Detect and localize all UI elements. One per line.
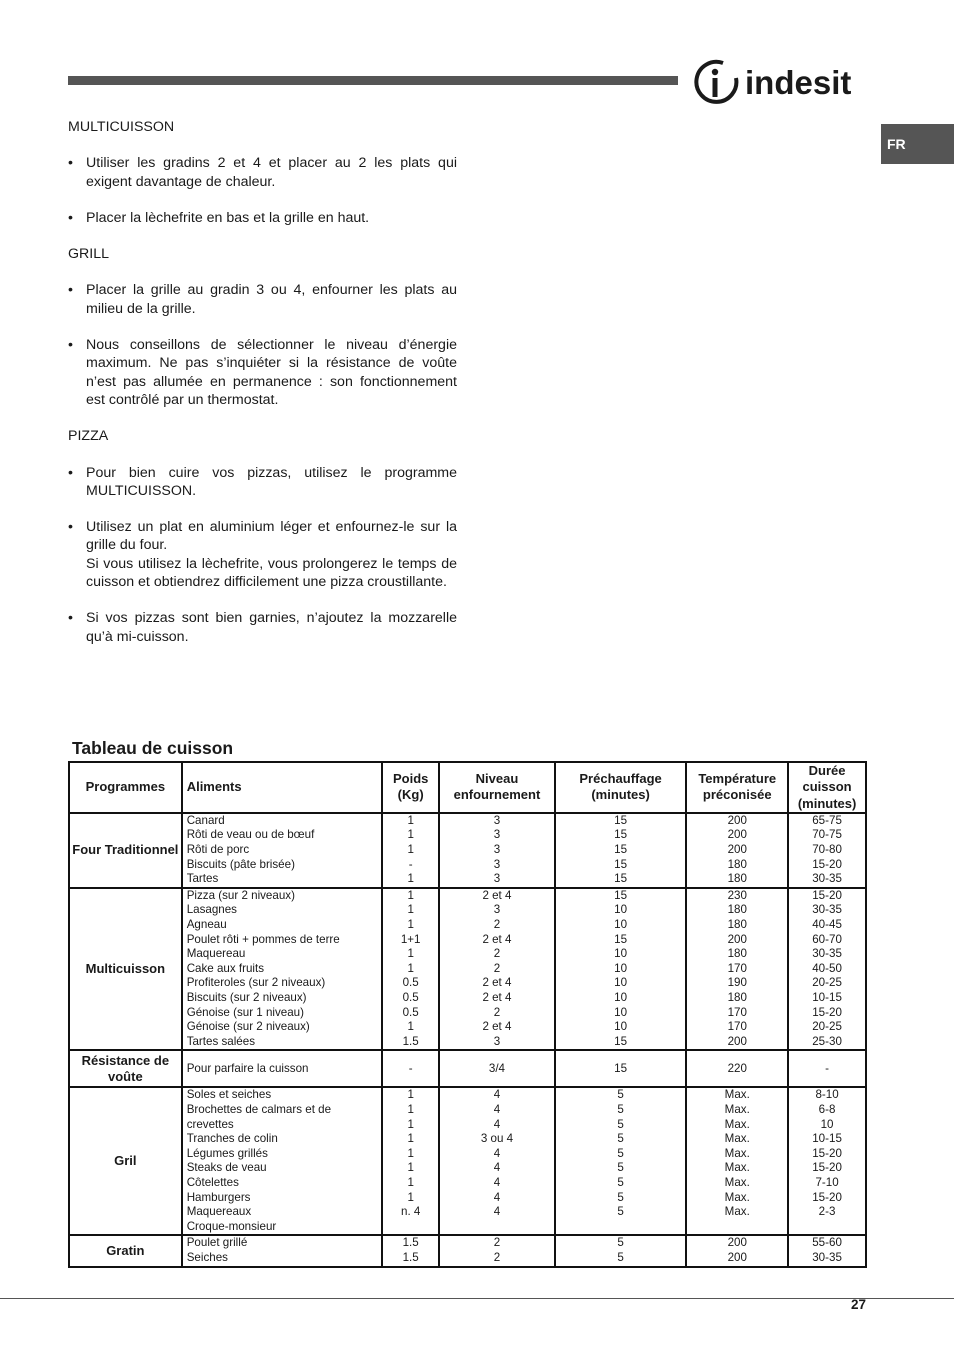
- cell-value: 7-10: [815, 1175, 839, 1189]
- bullet-note: Si vous utilisez la lèchefrite, vous prolongerez le temps de cuisson et obtiendrez difficilement une pizza croustillante.: [86, 555, 457, 591]
- cell-value: 30-35: [812, 872, 842, 886]
- bullet-item: • Utiliser les gradins 2 et 4 et placer au 2 les plats qui exigent davantage de chaleur.: [68, 154, 457, 191]
- cell-value: Rôti de veau ou de bœuf: [186, 828, 315, 842]
- cell-niveau: [439, 813, 555, 888]
- cell-prechauffage: [555, 813, 687, 888]
- cell-value: 4: [493, 1088, 501, 1102]
- table-row: [69, 813, 866, 888]
- bullet-item: • Si vos pizzas sont bien garnies, n’ajoutez la mozzarelle qu’à mi-cuisson.: [68, 609, 457, 646]
- cell-value: 3: [493, 872, 501, 886]
- cell-value: 0.5: [402, 976, 419, 990]
- cell-value: 5: [617, 1236, 624, 1250]
- cell-value: 15-20: [812, 1146, 842, 1160]
- table-title: Tableau de cuisson: [72, 738, 234, 758]
- cell-value: 15-20: [812, 888, 842, 902]
- cell-value: 1: [407, 828, 414, 842]
- cell-poids: [382, 1235, 439, 1266]
- cell-value: 3: [493, 1034, 501, 1048]
- cell-value: Steaks de veau: [186, 1161, 267, 1175]
- cell-value: 15: [614, 872, 628, 886]
- cell-value: Maquereaux: [186, 1205, 252, 1219]
- cell-value: Biscuits (sur 2 niveaux): [186, 991, 307, 1005]
- cell-value: Côtelettes: [186, 1175, 239, 1189]
- cell-value: 3: [493, 813, 501, 827]
- cell-value: 2 et 4: [482, 932, 512, 946]
- cell-value: 3/4: [488, 1061, 505, 1075]
- cell-value: 10-15: [812, 991, 842, 1005]
- cell-value: 10-15: [812, 1132, 842, 1146]
- cell-value: 10: [614, 991, 628, 1005]
- cell-value: 2 et 4: [482, 888, 512, 902]
- cell-niveau: [439, 888, 555, 1051]
- cell-value: Profiteroles (sur 2 niveaux): [186, 976, 326, 990]
- cell-value: Soles et seiches: [186, 1088, 272, 1102]
- cell-value: 0.5: [402, 1005, 419, 1019]
- cell-value: Canard: [186, 813, 225, 827]
- cell-value: 2 et 4: [482, 976, 512, 990]
- cell-value: 0.5: [402, 991, 419, 1005]
- cell-programme: Multicuisson: [69, 888, 182, 1051]
- cell-value: Rôti de porc: [186, 843, 250, 857]
- cell-value: 1: [407, 1020, 414, 1034]
- cell-value: Tranches de colin: [186, 1132, 278, 1146]
- header-rule: [68, 76, 678, 85]
- cell-value: 220: [727, 1061, 747, 1075]
- cell-value: 4: [493, 1117, 501, 1131]
- instructions-column: [68, 118, 457, 646]
- cell-value: 15: [614, 932, 628, 946]
- cell-value: 1: [407, 1132, 414, 1146]
- cell-value: 5: [617, 1102, 624, 1116]
- cell-value: 1: [407, 843, 414, 857]
- cell-prechauffage: [555, 1050, 687, 1087]
- cell-value: 180: [727, 991, 747, 1005]
- cell-duree: [788, 813, 866, 888]
- cell-value: 180: [727, 872, 747, 886]
- cell-value: 60-70: [812, 932, 842, 946]
- cell-niveau: [439, 1050, 555, 1087]
- cell-value: 200: [727, 932, 747, 946]
- cell-value: 5: [617, 1146, 624, 1160]
- cell-duree: [788, 1087, 866, 1235]
- cell-value: 10: [614, 1020, 628, 1034]
- cell-value: 10: [614, 947, 628, 961]
- cell-value: 2: [493, 1250, 501, 1264]
- cell-value: 3 ou 4: [480, 1132, 514, 1146]
- cell-value: 40-50: [812, 961, 842, 975]
- cell-value: 3: [493, 843, 501, 857]
- cell-value: Brochettes de calmars et de: [186, 1102, 332, 1116]
- cell-value: Cake aux fruits: [186, 961, 265, 975]
- bullet-item: • Placer la grille au gradin 3 ou 4, enfourner les plats au milieu de la grille.: [68, 281, 457, 318]
- cell-value: 4: [493, 1190, 501, 1204]
- cell-programme: Four Traditionnel: [69, 813, 182, 888]
- cell-value: 55-60: [812, 1236, 842, 1250]
- header-duree: Durée cuisson (minutes): [788, 762, 866, 813]
- cell-value: 200: [727, 1034, 747, 1048]
- cell-value: Max.: [724, 1088, 750, 1102]
- cell-value: 1: [407, 813, 414, 827]
- cell-value: 4: [493, 1175, 501, 1189]
- cell-value: Tartes: [186, 872, 219, 886]
- bullet-item: [68, 518, 457, 591]
- cell-temperature: [686, 1087, 788, 1235]
- cell-duree: [788, 1235, 866, 1266]
- table-header-row: [69, 762, 866, 813]
- cell-programme: Gril: [69, 1087, 182, 1235]
- header-programmes: Programmes: [69, 762, 182, 813]
- cell-value: 2: [493, 1005, 501, 1019]
- header-niveau: Niveau enfournement: [439, 762, 555, 813]
- cell-value: Pizza (sur 2 niveaux): [186, 888, 295, 902]
- cell-aliments: [182, 1050, 383, 1087]
- cell-value: 6-8: [818, 1102, 836, 1116]
- cell-niveau: [439, 1087, 555, 1235]
- cell-value: Poulet grillé: [186, 1236, 248, 1250]
- cell-temperature: [686, 1235, 788, 1266]
- cell-value: 5: [617, 1250, 624, 1264]
- cell-prechauffage: [555, 1235, 687, 1266]
- cell-value: Maquereau: [186, 947, 246, 961]
- cell-value: Biscuits (pâte brisée): [186, 857, 295, 871]
- cell-temperature: [686, 888, 788, 1051]
- cell-value: 15: [614, 1061, 628, 1075]
- cell-value: 230: [727, 888, 747, 902]
- cell-value: 3: [493, 857, 501, 871]
- bullet-text: Utilisez un plat en aluminium léger et enfournez-le sur la grille du four.: [86, 519, 457, 554]
- cell-value: 1: [407, 1102, 414, 1116]
- cell-value: 5: [617, 1132, 624, 1146]
- cell-value: 30-35: [812, 1250, 842, 1264]
- cell-value: 10: [614, 918, 628, 932]
- cell-value: 20-25: [812, 1020, 842, 1034]
- cell-value: 25-30: [812, 1034, 842, 1048]
- cell-value: Max.: [724, 1132, 750, 1146]
- table-row: [69, 888, 866, 1051]
- cell-value: Max.: [724, 1117, 750, 1131]
- cell-value: Max.: [724, 1146, 750, 1160]
- cell-value: 15-20: [812, 1005, 842, 1019]
- cell-value: 1: [407, 888, 414, 902]
- header-temperature: Température préconisée: [686, 762, 788, 813]
- cell-value: 170: [727, 1005, 747, 1019]
- cell-value: Croque-monsieur: [186, 1219, 277, 1233]
- cell-value: 30-35: [812, 947, 842, 961]
- cell-value: 1: [407, 947, 414, 961]
- cell-value: 15-20: [812, 857, 842, 871]
- cell-value: 15-20: [812, 1190, 842, 1204]
- cell-value: 2: [493, 961, 501, 975]
- cell-value: Pour parfaire la cuisson: [186, 1061, 309, 1075]
- cell-value: Lasagnes: [186, 903, 237, 917]
- cell-value: 200: [727, 1236, 747, 1250]
- cell-value: 2: [493, 1236, 501, 1250]
- cell-duree: [788, 1050, 866, 1087]
- cell-value: Max.: [724, 1175, 750, 1189]
- cell-value: -: [825, 1061, 829, 1075]
- cell-aliments: [182, 888, 383, 1051]
- cell-value: 2: [493, 947, 501, 961]
- section-title-grill: GRILL: [68, 246, 110, 263]
- cell-value: 70-80: [812, 843, 842, 857]
- cell-value: 1+1: [400, 932, 421, 946]
- cell-value: Légumes grillés: [186, 1146, 268, 1160]
- cell-value: 180: [727, 857, 747, 871]
- cell-value: 70-75: [812, 828, 842, 842]
- cell-value: 180: [727, 918, 747, 932]
- cell-value: 65-75: [812, 813, 842, 827]
- cell-value: Seiches: [186, 1250, 228, 1264]
- cell-value: 10: [614, 1005, 628, 1019]
- cell-value: 5: [617, 1175, 624, 1189]
- bullet-item: • Pour bien cuire vos pizzas, utilisez le programme MULTICUISSON.: [68, 464, 457, 501]
- footer-rule: [0, 1298, 954, 1299]
- table-row: [69, 1235, 866, 1266]
- cell-value: Max.: [724, 1205, 750, 1219]
- header-aliments: Aliments: [182, 762, 383, 813]
- header-poids: Poids (Kg): [382, 762, 439, 813]
- section-title-pizza: PIZZA: [68, 428, 109, 445]
- cell-value: 10: [614, 976, 628, 990]
- header-prechauffage: Préchauffage (minutes): [555, 762, 687, 813]
- cell-aliments: [182, 813, 383, 888]
- cell-temperature: [686, 1050, 788, 1087]
- cell-value: 190: [727, 976, 747, 990]
- cell-duree: [788, 888, 866, 1051]
- cell-value: 200: [727, 1250, 747, 1264]
- cell-value: -: [408, 857, 413, 871]
- cell-value: 10: [614, 903, 628, 917]
- cell-prechauffage: [555, 888, 687, 1051]
- cell-temperature: [686, 813, 788, 888]
- indesit-emblem-icon: [693, 58, 741, 106]
- cell-value: 15: [614, 857, 628, 871]
- cell-value: 180: [727, 903, 747, 917]
- bullet-item: • Nous conseillons de sélectionner le niveau d’énergie maximum. Ne pas s’inquiéter si la résistance de voûte n’est pas allumée en permanence : son fonctionnement est contrôlé par un thermostat.: [68, 336, 457, 409]
- cell-value: 5: [617, 1205, 624, 1219]
- cell-value: 15: [614, 888, 628, 902]
- cell-value: 3: [493, 903, 501, 917]
- cell-value: 200: [727, 828, 747, 842]
- cell-value: 4: [493, 1161, 501, 1175]
- cell-value: 4: [493, 1102, 501, 1116]
- cell-value: 15: [614, 1034, 628, 1048]
- cell-value: 5: [617, 1161, 624, 1175]
- cell-value: 2-3: [818, 1205, 836, 1219]
- cell-value: 1: [407, 1088, 414, 1102]
- cell-value: 5: [617, 1190, 624, 1204]
- cell-value: Hamburgers: [186, 1190, 251, 1204]
- cell-value: 15: [614, 828, 628, 842]
- cell-value: 170: [727, 961, 747, 975]
- cell-value: 20-25: [812, 976, 842, 990]
- cell-value: 3: [493, 828, 501, 842]
- brand-wordmark: indesit: [745, 63, 852, 101]
- cell-value: 2 et 4: [482, 991, 512, 1005]
- cell-value: 1: [407, 1161, 414, 1175]
- cell-value: Poulet rôti + pommes de terre: [186, 932, 340, 946]
- cell-aliments: [182, 1087, 383, 1235]
- cooking-table: [68, 761, 867, 1268]
- cell-value: 180: [727, 947, 747, 961]
- cell-value: 1: [407, 1146, 414, 1160]
- cell-value: Génoise (sur 2 niveaux): [186, 1020, 310, 1034]
- cell-value: 1: [407, 903, 414, 917]
- cell-poids: [382, 813, 439, 888]
- cell-value: 15: [614, 843, 628, 857]
- cell-value: 2 et 4: [482, 1020, 512, 1034]
- cell-value: 170: [727, 1020, 747, 1034]
- cell-programme: Résistance de voûte: [69, 1050, 182, 1087]
- cell-value: Max.: [724, 1190, 750, 1204]
- cell-value: Max.: [724, 1102, 750, 1116]
- cell-poids: [382, 1087, 439, 1235]
- cell-value: 1: [407, 961, 414, 975]
- cell-value: 1.5: [402, 1034, 419, 1048]
- language-tab: FR: [881, 124, 954, 164]
- bullet-item: • Placer la lèchefrite en bas et la grille en haut.: [68, 209, 457, 227]
- cell-value: Génoise (sur 1 niveau): [186, 1005, 304, 1019]
- table-row: [69, 1050, 866, 1087]
- cell-value: 1: [407, 1175, 414, 1189]
- cell-value: 200: [727, 843, 747, 857]
- cell-value: 1.5: [402, 1236, 419, 1250]
- cell-value: -: [408, 1061, 413, 1075]
- page-number: 27: [851, 1297, 867, 1312]
- table-row: [69, 1087, 866, 1235]
- cell-poids: [382, 1050, 439, 1087]
- cell-value: 30-35: [812, 903, 842, 917]
- cell-value: 8-10: [815, 1088, 839, 1102]
- cell-value: 1: [407, 1190, 414, 1204]
- cell-value: 1: [407, 872, 414, 886]
- cell-value: 1: [407, 1117, 414, 1131]
- cell-value: Max.: [724, 1161, 750, 1175]
- cell-value: 2: [493, 918, 501, 932]
- section-title-multicuisson: MULTICUISSON: [68, 119, 175, 135]
- cell-value: 10: [614, 961, 628, 975]
- cell-prechauffage: [555, 1087, 687, 1235]
- cell-value: 40-45: [812, 918, 842, 932]
- cell-aliments: [182, 1235, 383, 1266]
- cell-value: Agneau: [186, 918, 227, 932]
- cell-value: 5: [617, 1088, 624, 1102]
- cell-value: Tartes salées: [186, 1034, 255, 1048]
- cell-value: 1: [407, 918, 414, 932]
- table-body: [69, 813, 866, 1267]
- cell-poids: [382, 888, 439, 1051]
- cell-value: 10: [820, 1117, 834, 1131]
- cell-value: n. 4: [401, 1205, 421, 1219]
- brand-logo: [693, 58, 851, 106]
- cell-value: crevettes: [186, 1117, 234, 1131]
- cell-value: 4: [493, 1205, 501, 1219]
- cell-niveau: [439, 1235, 555, 1266]
- cell-value: 200: [727, 813, 747, 827]
- cell-programme: Gratin: [69, 1235, 182, 1266]
- cell-value: 15-20: [812, 1161, 842, 1175]
- cell-value: 4: [493, 1146, 501, 1160]
- cell-value: 1.5: [402, 1250, 419, 1264]
- cell-value: 15: [614, 813, 628, 827]
- cell-value: 5: [617, 1117, 624, 1131]
